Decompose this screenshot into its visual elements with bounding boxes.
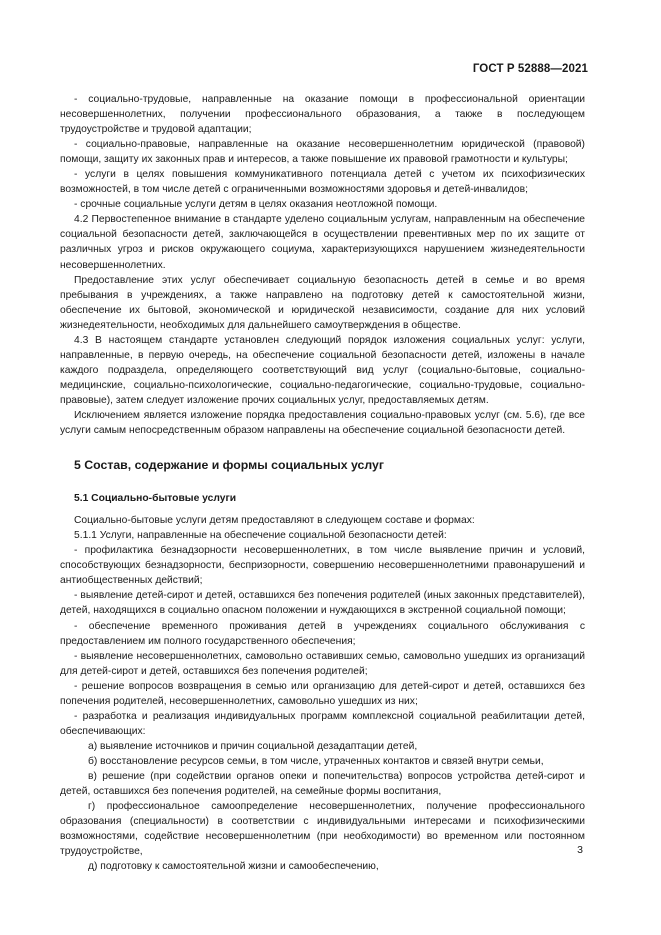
- paragraph: 4.3 В настоящем стандарте установлен следующий порядок изложения социальных услуг: услуги, направленные, в первую очередь, на обеспечение социальной безопасности детей, изложены в начале каждого подраздела, определяющего соответствующий вид услуг (социально-бытовые, социально-медицинские, социально-психологические, социально-педагогические, социально-трудовые, социально-правовые), затем следует изложение прочих социальных услуг, предоставляемых детям.: [60, 334, 585, 406]
- paragraph: - обеспечение временного проживания детей в учреждениях социального обслуживания с предоставлением им полного государственного обеспечения;: [60, 620, 585, 647]
- list-item: а) выявление источников и причин социальной дезадаптации детей,: [88, 740, 418, 752]
- paragraph: - срочные социальные услуги детям в целях оказания неотложной помощи.: [74, 199, 438, 211]
- list-item: д) подготовку к самостоятельной жизни и самообеспечению,: [88, 861, 379, 873]
- list-item: б) восстановление ресурсов семьи, в том числе, утраченных контактов и связей внутри семьи,: [88, 755, 544, 767]
- paragraph: Социально-бытовые услуги детям предоставляют в следующем составе и формах:: [74, 515, 475, 527]
- paragraph: - выявление несовершеннолетних, самовольно оставивших семью, самовольно ушедших из организаций для детей-сирот и детей, оставшихся без попечения родителей;: [60, 650, 585, 677]
- paragraph: - услуги в целях повышения коммуникативного потенциала детей с учетом их психофизических возможностей, в том числе детей с ограниченными возможностями здоровья и детей-инвалидов;: [60, 169, 585, 196]
- paragraph: - социально-правовые, направленные на оказание несовершеннолетним юридической (правовой) помощи, защиту их законных прав и интересов, а также повышение их правовой грамотности и культуры;: [60, 139, 585, 166]
- paragraph: Предоставление этих услуг обеспечивает социальную безопасность детей в семье и во время пребывания в учреждениях, а также направлено на подготовку детей к самостоятельной жизни, обеспечение их бытовой, экономической и юридической независимости, создание для них условий жизнедеятельности, необходимых для дальнейшего самоутверждения в обществе.: [60, 274, 585, 331]
- list-item: г) профессиональное самоопределение несовершеннолетних, получение профессионального образования (специальности) в соответствии с индивидуальными интересами и психофизическими возможностями, содействие несовершеннолетним (при необходимости) во временном или постоянном трудоустройстве,: [60, 801, 585, 858]
- subsection-title: 5.1 Социально-бытовые услуги: [74, 493, 237, 505]
- page-number: 3: [577, 844, 583, 856]
- list-item: в) решение (при содействии органов опеки и попечительства) вопросов устройства детей-сирот и детей, оставшихся без попечения родителей, на семейные формы воспитания,: [60, 770, 585, 798]
- paragraph: - решение вопросов возвращения в семью или организацию для детей-сирот и детей, оставшихся без попечения родителей, несовершеннолетних, самовольно ушедших из них;: [60, 680, 585, 707]
- section-title: 5 Состав, содержание и формы социальных услуг: [74, 458, 385, 473]
- page-content: [60, 92, 585, 874]
- paragraph: - разработка и реализация индивидуальных программ комплексной социальной реабилитации детей, обеспечивающих:: [60, 710, 585, 737]
- paragraph: Исключением является изложение порядка предоставления социально-правовых услуг (см. 5.6), где все услуги самым непосредственным образом направлены на обеспечение социальной безопасности детей.: [60, 409, 585, 437]
- document-header: ГОСТ Р 52888—2021: [472, 63, 588, 75]
- section-spacer: [60, 438, 585, 458]
- paragraph: - выявление детей-сирот и детей, оставшихся без попечения родителей (иных законных представителей), детей, находящихся в социально опасном положении и нуждающихся в экстренной социальной помощи;: [60, 590, 585, 617]
- paragraph: - социально-трудовые, направленные на оказание помощи в профессиональной ориентации несовершеннолетних, получении профессионального образования, а также в последующем трудоустройстве и трудовой адаптации;: [60, 94, 585, 136]
- paragraph: 4.2 Первостепенное внимание в стандарте уделено социальным услугам, направленным на обеспечение социальной безопасности детей, заключающейся в осуществлении превентивных мер по их защите от различных угроз и рисков окружающего социума, характеризующихся нарушением жизнедеятельности несовершеннолетних.: [60, 214, 585, 271]
- paragraph: - профилактика безнадзорности несовершеннолетних, в том числе выявление причин и условий, способствующих безнадзорности, беспризорности, совершению несовершеннолетними правонарушений и антиобщественных действий;: [60, 545, 585, 587]
- paragraph: 5.1.1 Услуги, направленные на обеспечение социальной безопасности детей:: [74, 530, 447, 542]
